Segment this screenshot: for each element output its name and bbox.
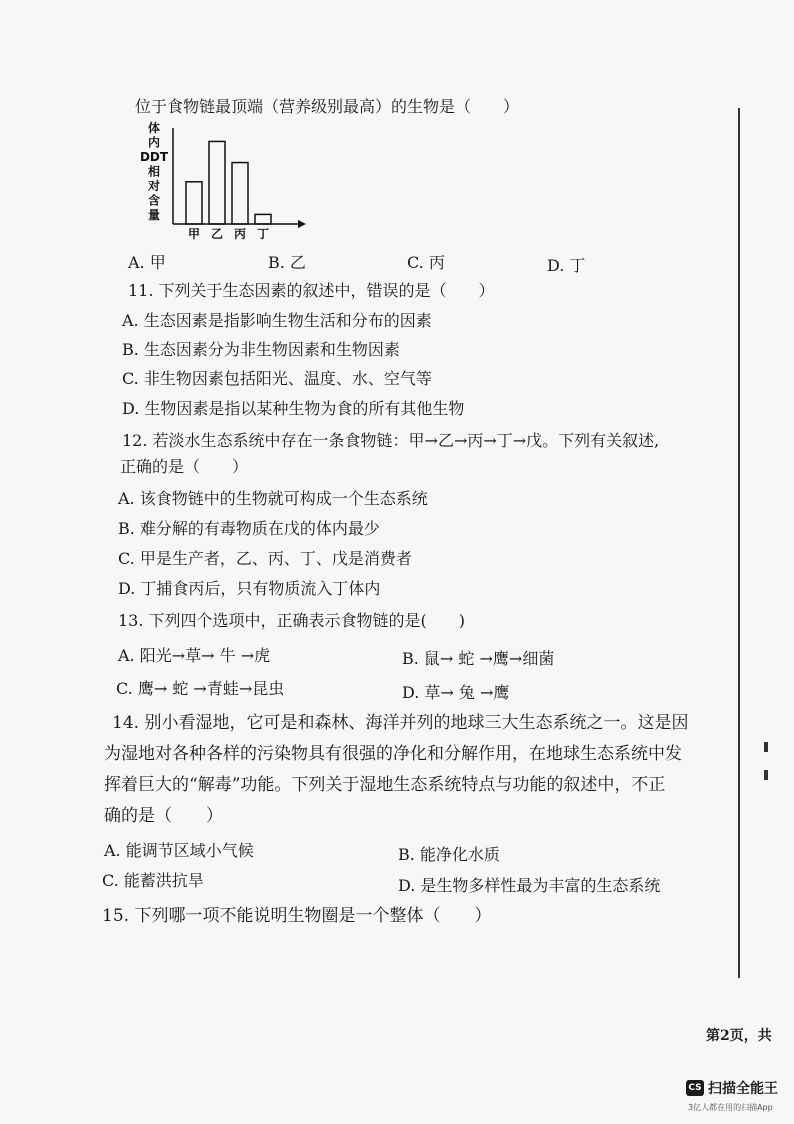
scanner-brand-slogan: 3亿人都在用的扫描App <box>688 1103 773 1112</box>
chart-bar-0 <box>186 182 202 224</box>
chart-category-label: 丁 <box>256 227 270 241</box>
edge-mark <box>764 742 768 752</box>
q14-option-b: B. 能净化水质 <box>398 845 500 864</box>
q14-stem-line2: 为湿地对各种各样的污染物具有很强的净化和分解作用，在地球生态系统中发 <box>104 744 682 764</box>
q13-option-a: A. 阳光→草→ 牛 →虎 <box>118 646 271 665</box>
q12-option-a: A. 该食物链中的生物就可构成一个生态系统 <box>118 489 428 508</box>
q14-stem-line1: 14. 别小看湿地，它可是和森林、海洋并列的地球三大生态系统之一。这是因 <box>112 713 689 733</box>
q10-stem: 位于食物链最顶端（营养级别最高）的生物是（ ） <box>135 97 520 116</box>
q13-option-d: D. 草→ 兔 →鹰 <box>402 683 510 702</box>
chart-bar-1 <box>209 141 225 224</box>
q14-stem-line3: 挥着巨大的“解毒”功能。下列关于湿地生态系统特点与功能的叙述中，不正 <box>104 775 666 795</box>
chart-ylabel-char: 含 <box>147 193 161 208</box>
q13-option-b: B. 鼠→ 蛇 →鹰→细菌 <box>402 649 555 668</box>
chart-ylabel-char: 体 <box>147 121 161 135</box>
chart-bar-3 <box>255 214 271 224</box>
edge-mark <box>764 770 768 780</box>
chart-ylabel-char: 对 <box>147 179 161 193</box>
q12-option-b: B. 难分解的有毒物质在戊的体内最少 <box>118 519 380 538</box>
chart-category-label: 甲 <box>187 227 201 241</box>
scanner-logo-icon: CS <box>686 1080 704 1096</box>
scanner-brand-name: 扫描全能王 <box>708 1081 778 1097</box>
q10-option-d: D. 丁 <box>547 256 586 275</box>
chart-x-axis-arrow <box>298 220 306 228</box>
q12-stem-line1: 12. 若淡水生态系统中存在一条食物链：甲→乙→丙→丁→戊。下列有关叙述, <box>122 431 660 450</box>
binding-line <box>738 108 740 978</box>
q14-option-a: A. 能调节区域小气候 <box>104 841 254 860</box>
chart-ylabel-char: 内 <box>147 135 161 150</box>
q12-option-c: C. 甲是生产者，乙、丙、丁、戊是消费者 <box>118 549 412 568</box>
ddt-bar-chart <box>140 120 310 245</box>
q14-option-c: C. 能蓄洪抗旱 <box>102 871 204 890</box>
q11-option-d: D. 生物因素是指以某种生物为食的所有其他生物 <box>122 399 465 418</box>
q11-option-c: C. 非生物因素包括阳光、温度、水、空气等 <box>122 369 432 388</box>
chart-ylabel-char: 相 <box>147 164 161 179</box>
q12-option-d: D. 丁捕食丙后，只有物质流入丁体内 <box>118 579 381 598</box>
q11-option-b: B. 生态因素分为非生物因素和生物因素 <box>122 340 400 359</box>
q10-option-b: B. 乙 <box>268 253 306 272</box>
page-number: 第2页，共 <box>706 1028 772 1044</box>
q13-option-c: C. 鹰→ 蛇 →青蛙→昆虫 <box>116 679 285 698</box>
q14-stem-line4: 确的是（ ） <box>104 806 223 826</box>
q10-option-c: C. 丙 <box>407 253 445 272</box>
q14-option-d: D. 是生物多样性最为丰富的生态系统 <box>398 876 661 895</box>
q10-option-a: A. 甲 <box>128 253 166 272</box>
q11-stem: 11. 下列关于生态因素的叙述中，错误的是（ ） <box>128 281 495 300</box>
chart-category-label: 丙 <box>233 227 247 241</box>
q12-stem-line2: 正确的是（ ） <box>120 457 249 476</box>
chart-ylabel-char: DDT <box>140 150 169 164</box>
chart-bar-2 <box>232 163 248 224</box>
chart-ylabel-char: 量 <box>147 208 161 222</box>
chart-ylabel <box>140 120 169 222</box>
q11-option-a: A. 生态因素是指影响生物生活和分布的因素 <box>122 311 432 330</box>
q13-stem: 13. 下列四个选项中，正确表示食物链的是( ) <box>118 611 466 630</box>
q15-stem: 15. 下列哪一项不能说明生物圈是一个整体（ ） <box>102 906 492 926</box>
chart-category-label: 乙 <box>210 227 224 241</box>
scanner-watermark <box>686 1078 790 1118</box>
